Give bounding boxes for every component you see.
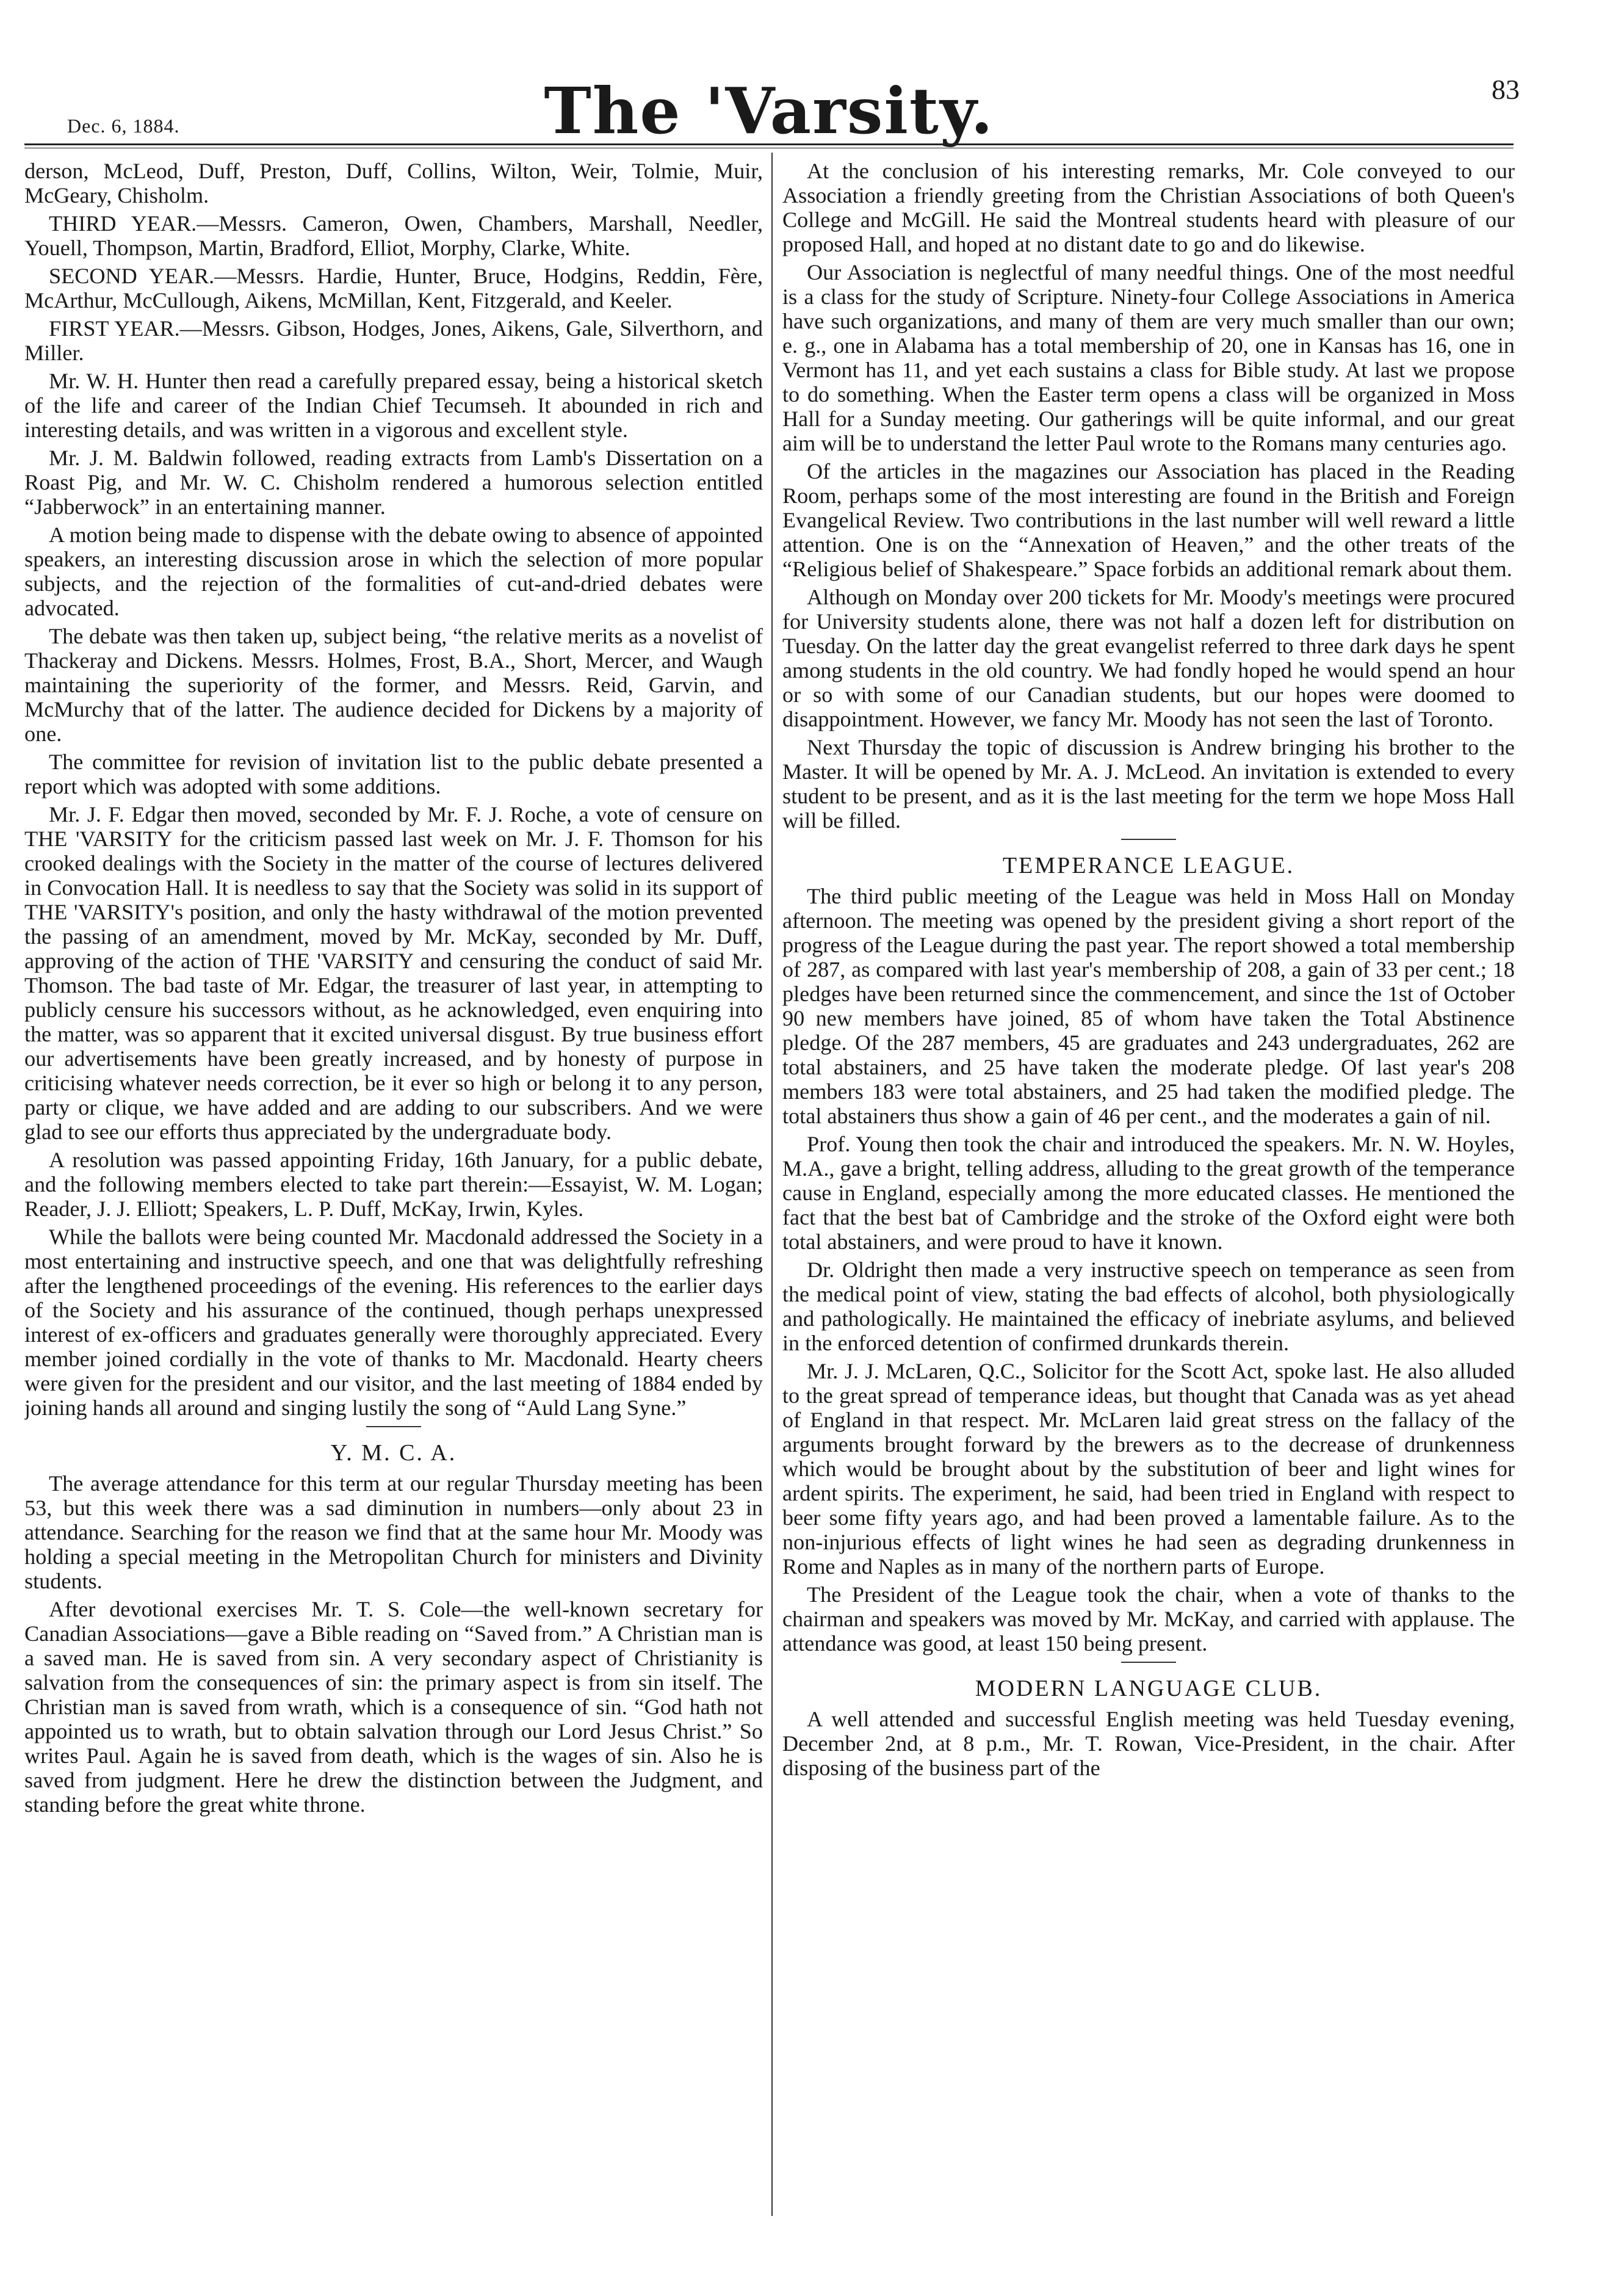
section-heading-ymca: Y. M. C. A. xyxy=(330,1440,457,1466)
article-paragraph: The debate was then taken up, subject being, “the relative merits as a novelist of Thackeray and Dickens. Messrs. Holmes, Frost, B.A., Short, Mercer, and Waugh maintaining the superiority of the former, and Messrs. Reid, Garvin, and McMurchy that of the latter. The audience decided for Dickens by a majority of one. xyxy=(24,624,763,746)
right-column xyxy=(782,159,1515,2246)
section-separator xyxy=(1121,839,1176,840)
article-paragraph: Our Association is neglectful of many needful things. One of the most needful is a class for the study of Scripture. Ninety-four College Associations in America have such organizations, and many of them are very much smaller than our own; e. g., one in Alabama has a total membership of 20, one in Kansas has 16, one in Vermont has 11, and yet each sustains a class for Bible study. At last we propose to do something. When the Easter term opens a class will be organized in Moss Hall for a Sunday meeting. Our gatherings will be quite informal, and our great aim will be to understand the letter Paul wrote to the Romans many centuries ago. xyxy=(782,260,1515,455)
column-divider xyxy=(771,153,773,2216)
issue-date: Dec. 6, 1884. xyxy=(67,115,180,137)
article-paragraph: A resolution was passed appointing Friday, 16th January, for a public debate, and the following members elected to take part therein:—Essayist, W. M. Logan; Reader, J. J. Elliott; Speakers, L. P. Duff, McKay, Irwin, Kyles. xyxy=(24,1148,763,1221)
article-paragraph: Mr. J. F. Edgar then moved, seconded by Mr. F. J. Roche, a vote of censure on THE 'VARSITY for the criticism passed last week on Mr. J. F. Thomson for his crooked dealings with the Society in the matter of the course of lectures delivered in Convocation Hall. It is needless to say that the Society was solid in its support of THE 'VARSITY's position, and only the hasty withdrawal of the motion prevented the passing of an amendment, moved by Mr. McKay, seconded by Mr. Duff, approving of the action of THE 'VARSITY and censuring the conduct of said Mr. Thomson. The bad taste of Mr. Edgar, the treasurer of last year, in attempting to publicly censure his successors without, as he acknowledged, even enquiring into the matter, was so apparent that it excited universal disgust. By true business effort our advertisements have been greatly increased, and by honesty of purpose in criticising whatever needs correction, be it ever so high or belong it to any person, party or clique, we have added and are adding to our subscribers. And we were glad to see our efforts thus appreciated by the undergraduate body. xyxy=(24,802,763,1144)
article-paragraph: SECOND YEAR.—Messrs. Hardie, Hunter, Bruce, Hodgins, Reddin, Fère, McArthur, McCullough, Aikens, McMillan, Kent, Fitzgerald, and Keeler. xyxy=(24,264,763,313)
masthead-title: The 'Varsity. xyxy=(544,73,994,148)
article-paragraph: The committee for revision of invitation list to the public debate presented a report which was adopted with some additions. xyxy=(24,750,763,798)
article-paragraph: At the conclusion of his interesting remarks, Mr. Cole conveyed to our Association a friendly greeting from the Christian Associations of both Queen's College and McGill. He said the Montreal students heard with pleasure of our proposed Hall, and hoped at no distant date to go and do likewise. xyxy=(782,159,1515,256)
section-heading-modern-language: MODERN LANGUAGE CLUB. xyxy=(975,1676,1323,1701)
section-separator xyxy=(1121,1662,1176,1663)
article-paragraph: The President of the League took the chair, when a vote of thanks to the chairman and speakers was moved by Mr. McKay, and carried with applause. The attendance was good, at least 150 being present. xyxy=(782,1582,1515,1656)
article-paragraph: Of the articles in the magazines our Association has placed in the Reading Room, perhaps some of the most interesting are found in the British and Foreign Evangelical Review. Two contributions in the last number will well reward a little attention. One is on the “Annexation of Heaven,” and the other treats of the “Religious belief of Shakespeare.” Space forbids an additional remark about them. xyxy=(782,459,1515,581)
article-paragraph: Mr. J. M. Baldwin followed, reading extracts from Lamb's Dissertation on a Roast Pig, and Mr. W. C. Chisholm rendered a humorous selection entitled “Jabberwock” in an entertaining manner. xyxy=(24,446,763,519)
article-paragraph: Although on Monday over 200 tickets for Mr. Moody's meetings were procured for University students alone, there was not half a dozen left for distribution on Tuesday. On the latter day the great evangelist referred to three dark days he spent among students in the old country. We had fondly hoped he would spend an hour or so with some of our Canadian students, but our hopes were doomed to disappointment. However, we fancy Mr. Moody has not seen the last of Toronto. xyxy=(782,585,1515,731)
article-paragraph: After devotional exercises Mr. T. S. Cole—the well-known secretary for Canadian Associations—gave a Bible reading on “Saved from.” A Christian man is a saved man. He is saved from sin. A very secondary aspect of Christianity is salvation from the consequences of sin: the primary aspect is from sin itself. The Christian man is saved from wrath, which is a consequence of sin. “God hath not appointed us to wrath, but to obtain salvation through our Lord Jesus Christ.” So writes Paul. Again he is saved from death, which is the wages of sin. Also he is saved from judgment. Here he drew the distinction between the Judgment, and standing before the great white throne. xyxy=(24,1597,763,1817)
section-separator xyxy=(366,1426,421,1427)
page-header xyxy=(24,67,1520,148)
article-paragraph: While the ballots were being counted Mr. Macdonald addressed the Society in a most entertaining and instructive speech, and one that was delightfully refreshing after the lengthened proceedings of the evening. His references to the earlier days of the Society and his assurance of the continued, though perhaps unexpressed interest of ex-officers and graduates generally were thoroughly appreciated. Every member joined cordially in the vote of thanks to Mr. Macdonald. Hearty cheers were given for the president and our visitor, and the last meeting of 1884 ended by joining hands all around and singing lustily the song of “Auld Lang Syne.” xyxy=(24,1225,763,1420)
article-paragraph: FIRST YEAR.—Messrs. Gibson, Hodges, Jones, Aikens, Gale, Silverthorn, and Miller. xyxy=(24,316,763,365)
section-heading-temperance: TEMPERANCE LEAGUE. xyxy=(1002,853,1295,878)
article-paragraph: Prof. Young then took the chair and introduced the speakers. Mr. N. W. Hoyles, M.A., gave a bright, telling address, alluding to the great growth of the temperance cause in England, especially among the more educated classes. He mentioned the fact that the best bat of Cambridge and the stroke of the Oxford eight were both total abstainers, and were proud to have it known. xyxy=(782,1132,1515,1254)
article-paragraph: Mr. W. H. Hunter then read a carefully prepared essay, being a historical sketch of the life and career of the Indian Chief Tecumseh. It abounded in rich and interesting details, and was written in a vigorous and excellent style. xyxy=(24,369,763,442)
article-paragraph: THIRD YEAR.—Messrs. Cameron, Owen, Chambers, Marshall, Needler, Youell, Thompson, Martin, Bradford, Elliot, Morphy, Clarke, White. xyxy=(24,211,763,260)
article-paragraph: The average attendance for this term at our regular Thursday meeting has been 53, but this week there was a sad diminution in numbers—only about 23 in attendance. Searching for the reason we find that at the same hour Mr. Moody was holding a special meeting in the Metropolitan Church for ministers and Divinity students. xyxy=(24,1471,763,1593)
header-rule xyxy=(24,143,1514,148)
page-number: 83 xyxy=(1492,74,1520,105)
article-paragraph: Mr. J. J. McLaren, Q.C., Solicitor for the Scott Act, spoke last. He also alluded to the great spread of temperance ideas, but thought that Canada was as yet ahead of England in that respect. Mr. McLaren laid great stress on the fallacy of the arguments brought forward by the brewers as to the decrease of drunkenness which would be brought about by the substitution of beer and light wines for ardent spirits. The experiment, he said, had been tried in England with respect to beer some fifty years ago, and had been proved a lamentable failure. As to the non-injurious effects of light wines he had seen as degrading drunkenness in Rome and Naples as in many of the northern parts of Europe. xyxy=(782,1359,1515,1579)
article-paragraph: Dr. Oldright then made a very instructive speech on temperance as seen from the medical point of view, stating the bad effects of alcohol, both physiologically and pathologically. He maintained the efficacy of inebriate asylums, and believed in the enforced detention of confirmed drunkards therein. xyxy=(782,1258,1515,1355)
article-paragraph: Next Thursday the topic of discussion is Andrew bringing his brother to the Master. It will be opened by Mr. A. J. McLeod. An invitation is extended to every student to be present, and as it is the last meeting for the term we hope Moss Hall will be filled. xyxy=(782,735,1515,833)
article-paragraph: derson, McLeod, Duff, Preston, Duff, Collins, Wilton, Weir, Tolmie, Muir, McGeary, Chisholm. xyxy=(24,159,763,208)
left-column xyxy=(24,159,763,2246)
article-paragraph: The third public meeting of the League was held in Moss Hall on Monday afternoon. The meeting was opened by the president giving a short report of the progress of the League during the past year. The report showed a total membership of 287, as compared with last year's membership of 208, a gain of 33 per cent.; 18 pledges have been returned since the commencement, and since the 1st of October 90 new members have joined, 85 of whom have taken the Total Abstinence pledge. Of the 287 members, 45 are graduates and 243 undergraduates, 262 are total abstainers, and 25 have taken the moderate pledge. Of last year's 208 members 183 were total abstainers, and 25 had taken the modified pledge. The total abstainers thus show a gain of 46 per cent., and the moderates a gain of nil. xyxy=(782,884,1515,1128)
article-paragraph: A well attended and successful English meeting was held Tuesday evening, December 2nd, at 8 p.m., Mr. T. Rowan, Vice-President, in the chair. After disposing of the business part of the xyxy=(782,1707,1515,1780)
article-paragraph: A motion being made to dispense with the debate owing to absence of appointed speakers, an interesting discussion arose in which the selection of more popular subjects, and the rejection of the formalities of cut-and-dried debates were advocated. xyxy=(24,523,763,620)
